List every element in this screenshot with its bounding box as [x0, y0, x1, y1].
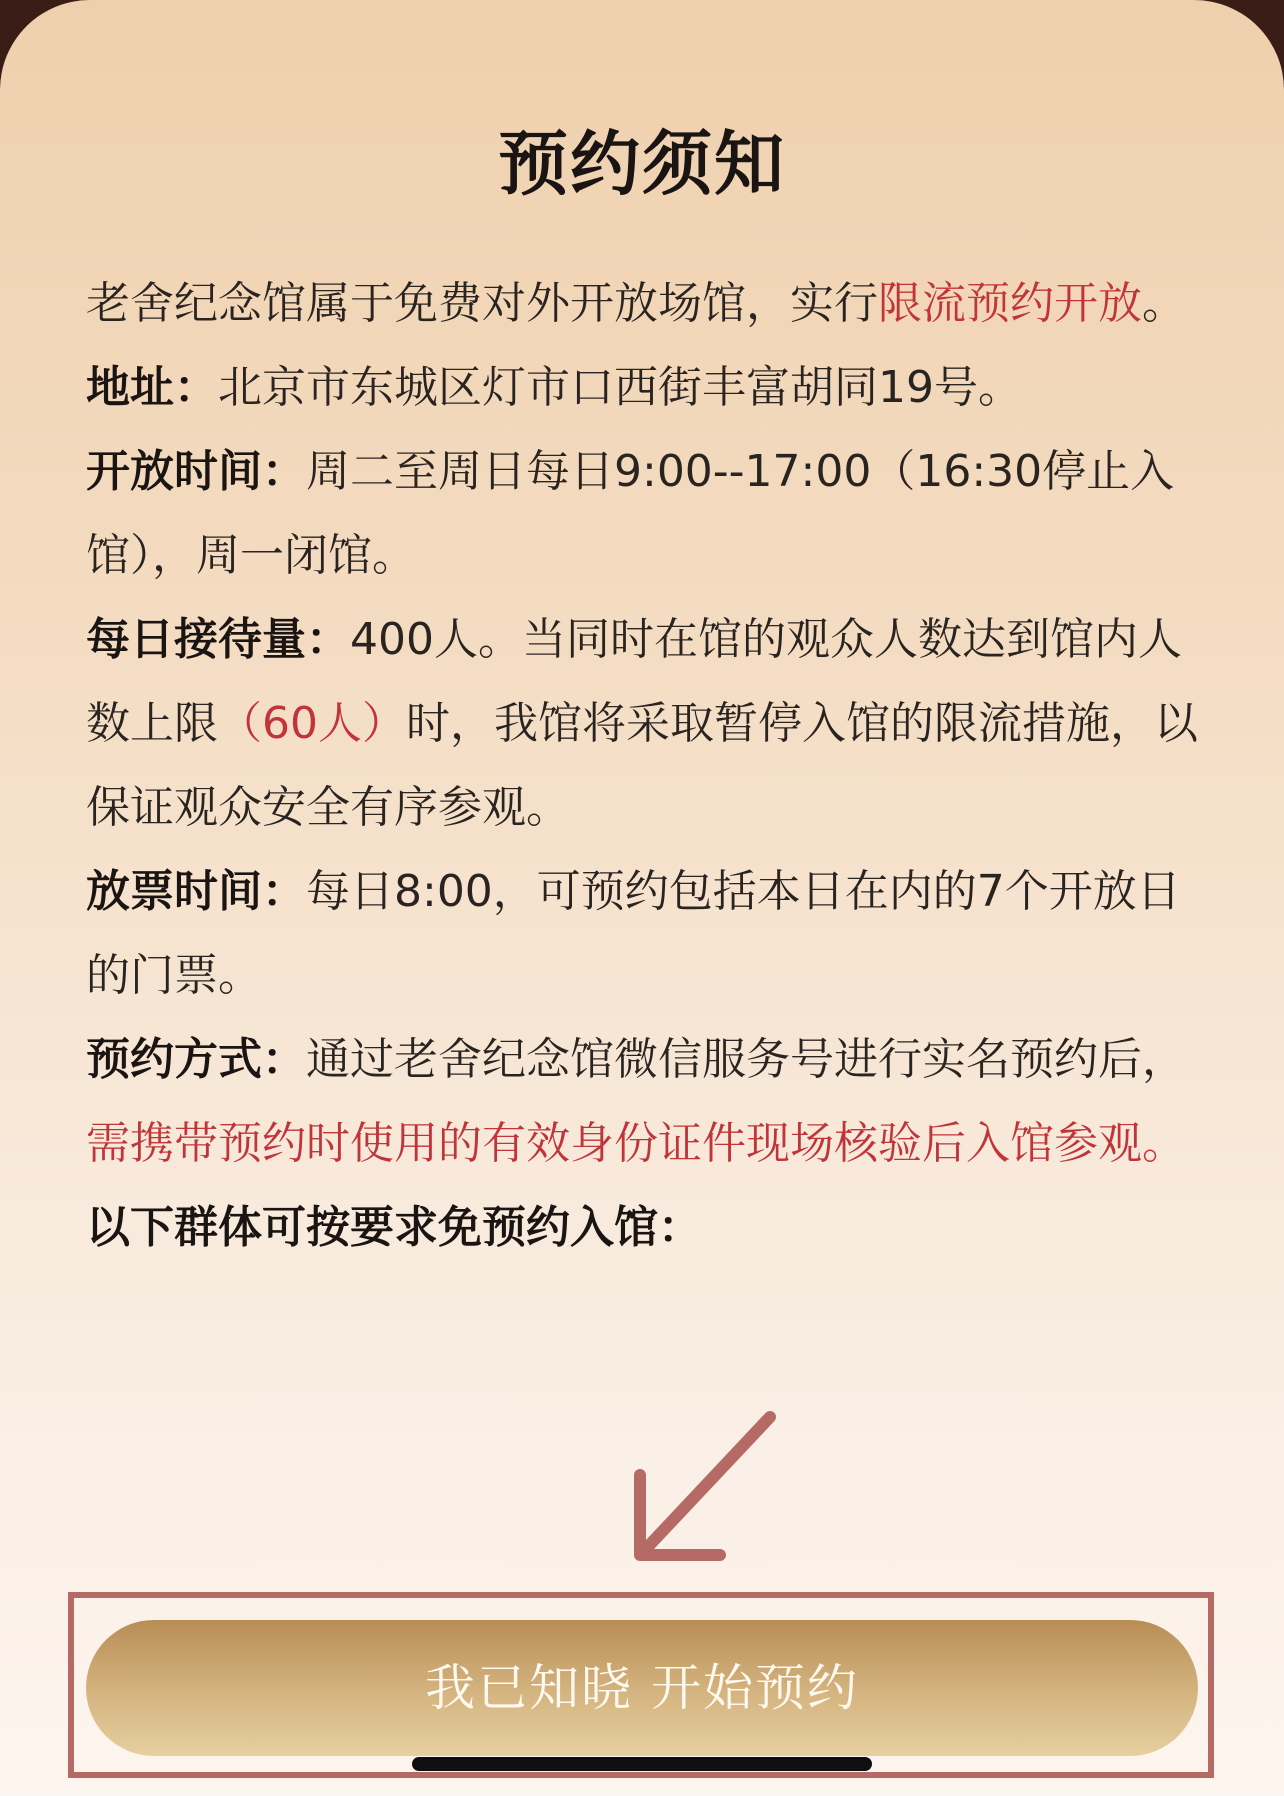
address-paragraph — [86, 346, 1198, 430]
capacity-text-1: 400人。当同时在馆的观众人数达到馆内人数上限 — [86, 614, 1182, 749]
intro-end: 。 — [1142, 278, 1186, 329]
intro-text: 老舍纪念馆属于免费对外开放场馆，实行 — [86, 278, 878, 329]
capacity-paragraph — [86, 598, 1198, 850]
address-value: 北京市东城区灯市口西街丰富胡同19号。 — [218, 362, 1022, 413]
home-indicator[interactable] — [412, 1757, 872, 1771]
hours-label: 开放时间： — [86, 446, 306, 497]
hours-paragraph — [86, 430, 1198, 598]
capacity-highlight: （60人） — [218, 698, 406, 749]
exempt-heading-paragraph — [86, 1186, 1198, 1270]
address-label: 地址： — [86, 362, 218, 413]
intro-paragraph — [86, 262, 1198, 346]
capacity-text-2: 时，我馆将采取暂停入馆的限流措施，以保证观众安全有序参观。 — [86, 698, 1198, 833]
intro-highlight: 限流预约开放 — [878, 278, 1142, 329]
capacity-label: 每日接待量： — [86, 614, 350, 665]
method-label: 预约方式： — [86, 1034, 306, 1085]
method-highlight: 需携带预约时使用的有效身份证件现场核验后入馆参观。 — [86, 1118, 1186, 1169]
exempt-heading: 以下群体可按要求免预约入馆： — [86, 1202, 702, 1253]
method-paragraph — [86, 1018, 1198, 1186]
method-text-1: 通过老舍纪念馆微信服务号进行实名预约后， — [306, 1034, 1186, 1085]
notice-content[interactable] — [86, 262, 1198, 1462]
acknowledge-start-booking-button[interactable]: 我已知晓 开始预约 — [86, 1620, 1198, 1756]
hours-value: 周二至周日每日9:00--17:00（16:30停止入馆），周一闭馆。 — [86, 446, 1175, 581]
modal-title: 预约须知 — [498, 123, 786, 205]
ticket-release-paragraph — [86, 850, 1198, 1018]
annotation-highlight-box — [68, 1592, 1214, 1778]
arrow-down-left-icon — [620, 1405, 790, 1575]
ticket-release-value: 每日8:00，可预约包括本日在内的7个开放日的门票。 — [86, 866, 1181, 1001]
ticket-release-label: 放票时间： — [86, 866, 306, 917]
